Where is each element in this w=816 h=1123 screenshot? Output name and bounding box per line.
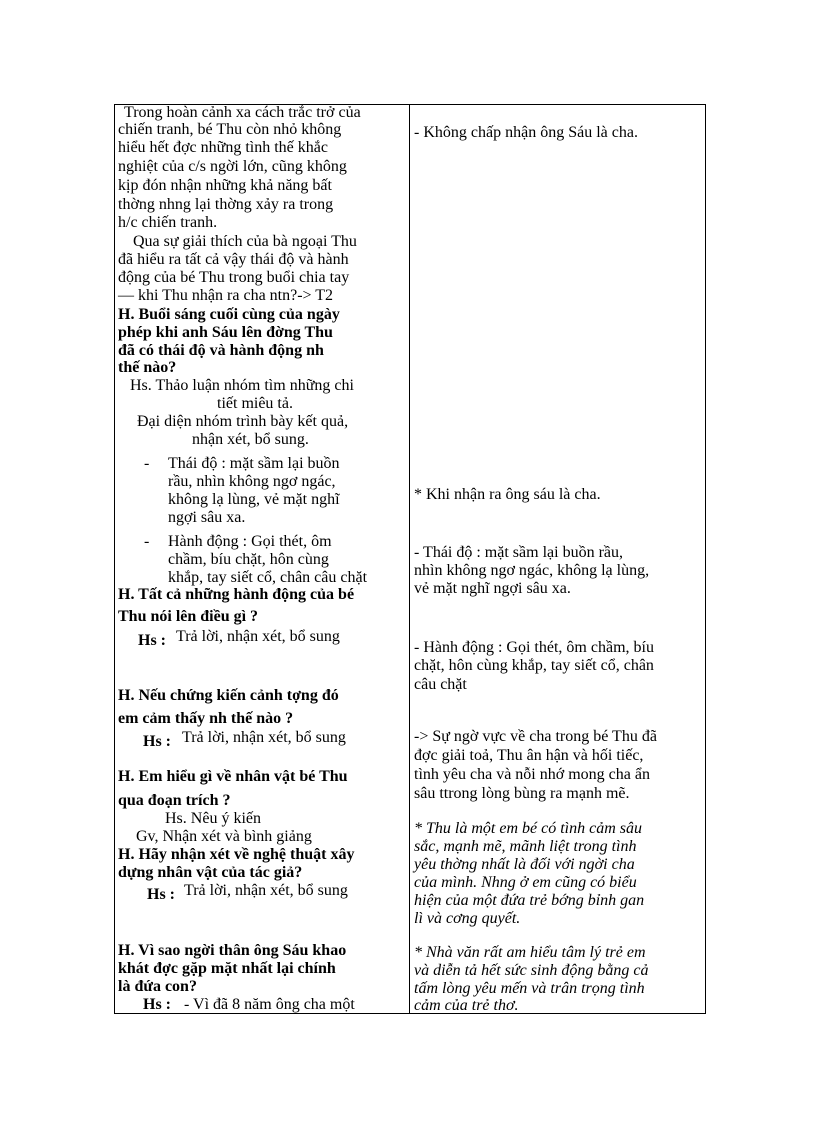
hs-label: Hs : (138, 632, 166, 649)
student-activity: Hs. Nêu ý kiến (165, 810, 261, 827)
answer-line: của mình. Nhng ở em cũng có biểu (414, 874, 637, 891)
bullet-text: ngợi sâu xa. (168, 509, 246, 526)
answer-line: hiện của một đứa trẻ bớng bỉnh gan (414, 892, 645, 909)
bullet-text: chầm, bíu chặt, hôn cùng (168, 551, 329, 568)
answer-line: sắc, mạnh mẽ, mãnh liệt trong tình (414, 838, 637, 855)
hs-answer: Trả lời, nhận xét, bổ sung (184, 882, 348, 899)
paragraph-line: đã hiểu ra tất cả vậy thái độ và hành (118, 251, 349, 268)
hs-label: Hs : (143, 996, 171, 1013)
paragraph-line: h/c chiến tranh. (118, 214, 218, 231)
question-line: H. Vì sao ngời thân ông Sáu khao (118, 942, 347, 959)
question-line: qua đoạn trích ? (118, 792, 231, 809)
answer-line: -> Sự ngờ vực về cha trong bé Thu đã (414, 728, 657, 745)
answer-line: vẻ mặt nghĩ ngợi sâu xa. (414, 580, 571, 597)
question-line: dựng nhân vật của tác giả? (118, 864, 303, 881)
hs-answer: Trả lời, nhận xét, bổ sung (182, 729, 346, 746)
question-line: H. Hãy nhận xét về nghệ thuật xây (118, 846, 355, 863)
paragraph-line: kịp đón nhận những khả năng bất (118, 177, 332, 194)
paragraph-line: thờng nhng lại thờng xảy ra trong (118, 196, 334, 213)
answer-line: cảm của trẻ thơ. (414, 997, 519, 1014)
answer-line: lì và cơng quyết. (414, 910, 521, 927)
question-line: em cảm thấy nh thế nào ? (118, 710, 294, 727)
paragraph-line: Qua sự giải thích của bà ngoại Thu (133, 233, 357, 250)
paragraph-line: Trong hoàn cảnh xa cách trắc trở của (124, 104, 361, 121)
answer-line: * Khi nhận ra ông sáu là cha. (414, 486, 601, 503)
question-line: đã có thái độ và hành động nh (118, 342, 324, 359)
answer-line: đợc giải toả, Thu ân hận và hối tiếc, (414, 747, 644, 764)
hs-label: Hs : (147, 886, 175, 903)
bullet-text: Thái độ : mặt sầm lại buồn (168, 455, 340, 472)
question-line: là đứa con? (118, 978, 197, 995)
student-activity: tiết miêu tả. (217, 395, 293, 412)
answer-line: - Không chấp nhận ông Sáu là cha. (414, 124, 638, 141)
column-divider (409, 104, 410, 1014)
answer-line: câu chặt (414, 676, 467, 693)
question-line: thế nào? (118, 359, 177, 376)
paragraph-line: — khi Thu nhận ra cha ntn?-> T2 (118, 287, 334, 304)
bullet-text: rầu, nhìn không ngơ ngác, (168, 473, 336, 490)
question-line: H. Em hiểu gì về nhân vật bé Thu (118, 768, 348, 785)
question-line: khát đợc gặp mặt nhất lại chính (118, 960, 336, 977)
answer-line: * Thu là một em bé có tình cảm sâu (414, 820, 642, 837)
bullet-text: khắp, tay siết cổ, chân câu chặt (168, 569, 368, 586)
hs-label: Hs : (143, 733, 171, 750)
answer-line: tấm lòng yêu mến và trân trọng tình (414, 980, 645, 997)
hs-answer: Trả lời, nhận xét, bổ sung (176, 628, 340, 645)
answer-line: sâu ttrong lòng bùng ra mạnh mẽ. (414, 785, 630, 802)
paragraph-line: hiểu hết đợc những tình thế khắc (118, 139, 328, 156)
question-line: H. Nếu chứng kiến cảnh tợng đó (118, 687, 339, 704)
answer-line: - Hành động : Gọi thét, ôm chầm, bíu (414, 639, 654, 656)
paragraph-line: nghiệt của c/s ngời lớn, cũng không (118, 158, 347, 175)
student-activity: Hs. Thảo luận nhóm tìm những chi (130, 377, 354, 394)
answer-line: tình yêu cha và nỗi nhớ mong cha ẩn (414, 766, 650, 783)
paragraph-line: chiến tranh, bé Thu còn nhỏ không (118, 121, 342, 138)
question-line: phép khi anh Sáu lên đờng Thu (118, 324, 333, 341)
question-line: Thu nói lên điều gì ? (118, 608, 259, 625)
bullet-text: không lạ lùng, vẻ mặt nghĩ (168, 491, 340, 508)
answer-line: và diễn tả hết sức sinh động bằng cả (414, 962, 649, 979)
answer-line: nhìn không ngơ ngác, không lạ lùng, (414, 562, 650, 579)
bullet-dash: - (144, 533, 150, 550)
answer-line: yêu thờng nhất là đối với ngời cha (414, 856, 635, 873)
answer-line: - Thái độ : mặt sầm lại buồn rầu, (414, 544, 623, 561)
teacher-activity: Gv, Nhận xét và bình giảng (136, 828, 312, 845)
paragraph-line: động của bé Thu trong buổi chia tay (118, 269, 350, 286)
bullet-text: Hành động : Gọi thét, ôm (168, 533, 332, 550)
question-line: H. Buổi sáng cuối cùng của ngày (118, 306, 340, 323)
student-activity: nhận xét, bổ sung. (192, 431, 309, 448)
student-activity: Đại diện nhóm trình bày kết quả, (137, 413, 349, 430)
question-line: H. Tất cả những hành động của bé (118, 586, 355, 603)
answer-line: chặt, hôn cùng khắp, tay siết cổ, chân (414, 657, 654, 674)
hs-answer: - Vì đã 8 năm ông cha một (184, 996, 355, 1013)
answer-line: * Nhà văn rất am hiểu tâm lý trẻ em (414, 944, 646, 961)
bullet-dash: - (144, 455, 150, 472)
